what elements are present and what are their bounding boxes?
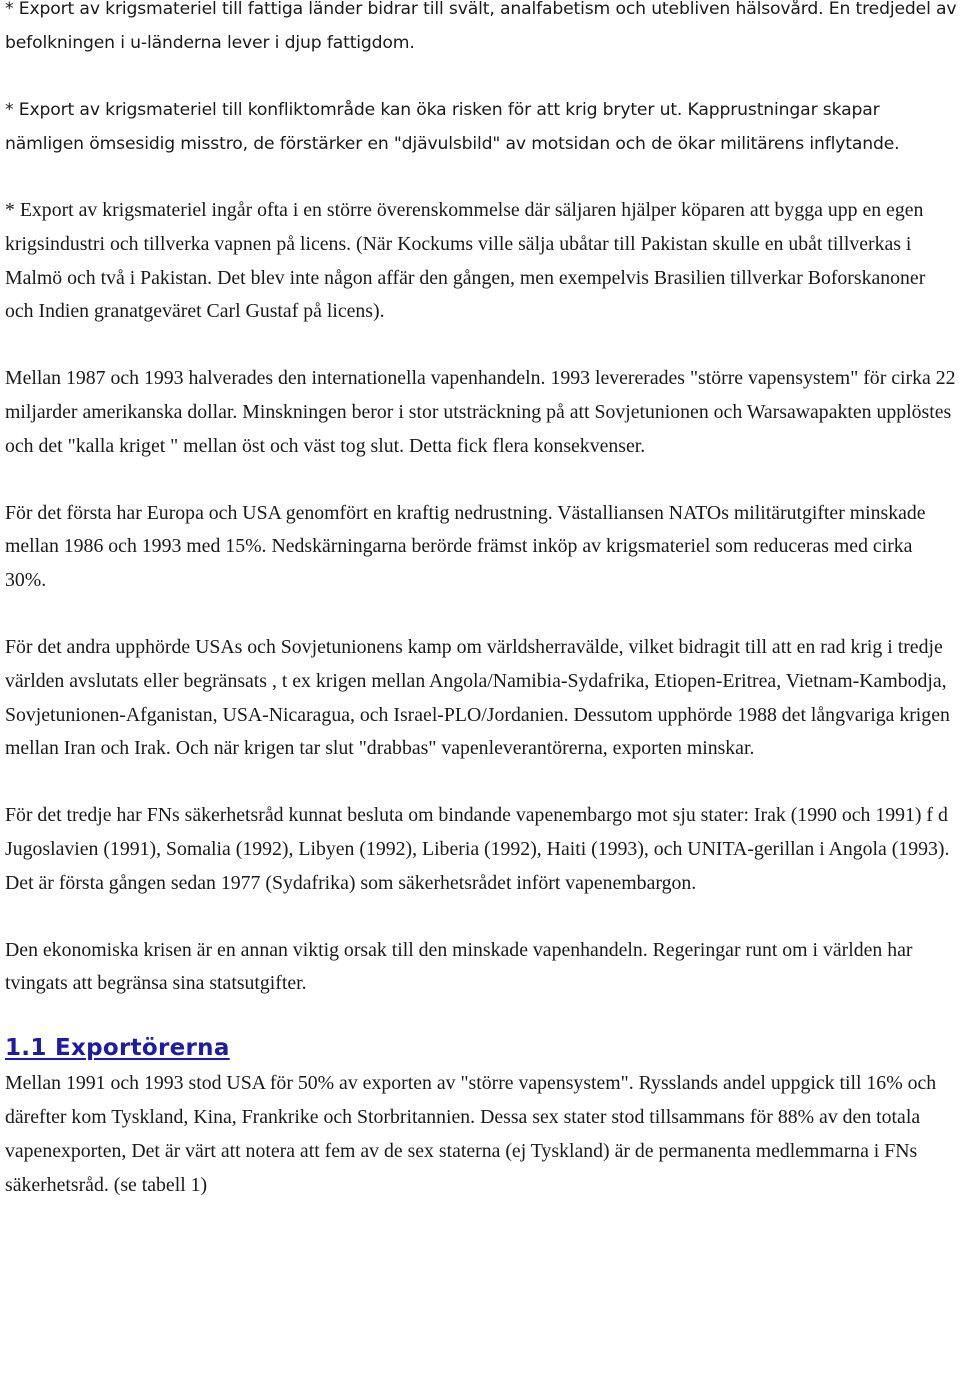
paragraph-licensing: * Export av krigsmateriel ingår ofta i en större överenskommelse där säljaren hjälper köparen att bygga upp en egen krigsindustri och tillverka vapnen på licens. (När Kockums ville sälja ubåtar till Pakistan skulle en ubåt tillverkas i Malmö och två i Pakistan. Det blev inte någon affär den gången, men exempelvis Brasilien tillverkar Boforskanoner och Indien granatgeväret Carl Gustaf på licens). — [5, 199, 926, 323]
paragraph-gap — [5, 766, 957, 799]
paragraph-first-consequence: För det första har Europa och USA genomfört en kraftig nedrustning. Västalliansen NATOs militärutgifter minskade mellan 1986 och 1993 med 15%. Nedskärningarna berörde främst inköp av krigsmateriel som reduceras med cirka 30%. — [5, 501, 926, 592]
paragraph-conflict-risk: * Export av krigsmateriel till konfliktområde kan öka risken för att krig bryter ut. Kapprustningar skapar nämligen ömsesidig misstro, de förstärker en "djävulsbild" av motsidan och de ökar militärens inflytande. — [5, 100, 900, 154]
section-gap — [5, 1001, 957, 1029]
paragraph-gap — [5, 60, 957, 93]
section-heading — [5, 1029, 957, 1067]
paragraph-arms-trade-halved: Mellan 1987 och 1993 halverades den internationella vapenhandeln. 1993 levererades "större vapensystem" för cirka 22 miljarder amerikanska dollar. Minskningen beror i stor utsträckning på att Sovjetunionen och Warsawapakten upplöstes och det "kalla kriget " mellan öst och väst tog slut. Detta fick flera konsekvenser. — [5, 367, 956, 457]
paragraph-third-consequence: För det tredje har FNs säkerhetsråd kunnat besluta om bindande vapenembargo mot sju stater: Irak (1990 och 1991) f d Jugoslavien (1991), Somalia (1992), Libyen (1992), Liberia (1992), Haiti (1993), och UNITA-gerillan i Angola (1993). Det är första gången sedan 1977 (Sydafrika) som säkerhetsrådet infört vapenembargon. — [5, 804, 950, 894]
section-heading-text: 1.1 Exportörerna — [5, 1035, 230, 1062]
document-page — [5, 0, 957, 1202]
paragraph-economic-crisis: Den ekonomiska krisen är en annan viktig orsak till den minskade vapenhandeln. Regeringar runt om i världen har tvingats att begränsa sina statsutgifter. — [5, 938, 913, 995]
paragraph-gap — [5, 598, 957, 631]
paragraph-gap — [5, 329, 957, 362]
paragraph-gap — [5, 901, 957, 934]
paragraph-gap — [5, 464, 957, 497]
paragraph-second-consequence: För det andra upphörde USAs och Sovjetunionens kamp om världsherravälde, vilket bidragit till att en rad krig i tredje världen avslutats eller begränsats , t ex krigen mellan Angola/Namibia-Sydafrika, Etiopen-Eritrea, Vietnam-Kambodja, Sovjetunionen-Afganistan, USA-Nicaragua, och Israel-PLO/Jordanien. Dessutom upphörde 1988 det långvariga krigen mellan Iran och Irak. Och när krigen tar slut "drabbas" vapenleverantörerna, exporten minskar. — [5, 635, 950, 760]
paragraph-exporters: Mellan 1991 och 1993 stod USA för 50% av exporten av "större vapensystem". Rysslands andel uppgick till 16% och därefter kom Tyskland, Kina, Frankrike och Storbritannien. Dessa sex stater stod tillsammans för 88% av den totala vapenexporten, Det är värt att notera att fem av de sex staterna (ej Tyskland) är de permanenta medlemmarna i FNs säkerhetsråd. (se tabell 1) — [5, 1072, 937, 1196]
paragraph-gap — [5, 161, 957, 194]
paragraph-famine-risk: * Export av krigsmateriel till fattiga länder bidrar till svält, analfabetism och utebliven hälsovård. En tredjedel av befolkningen i u-länderna lever i djup fattigdom. — [5, 0, 957, 53]
